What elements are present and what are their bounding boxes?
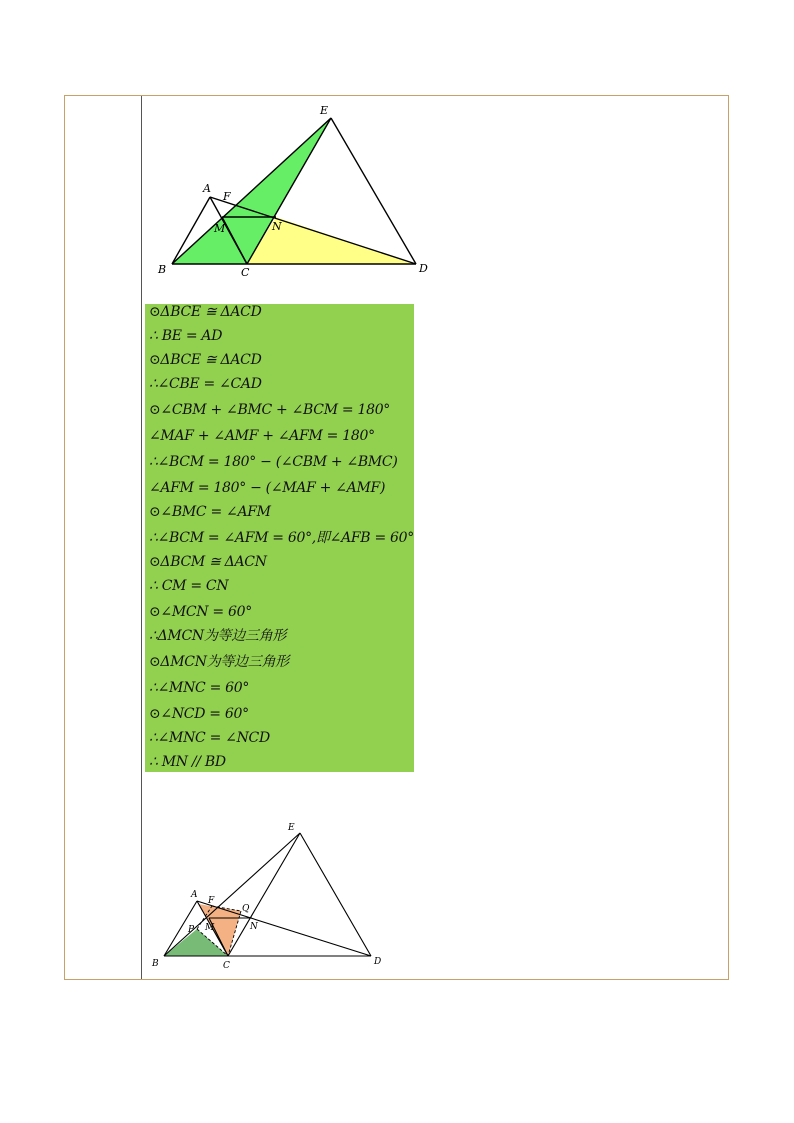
proof-line: ∴∠BCM = 180° − (∠CBM + ∠BMC)	[149, 454, 398, 470]
column-divider	[141, 96, 142, 979]
label-c: C	[241, 266, 250, 279]
proof-line: ∴∠CBE = ∠CAD	[149, 376, 262, 392]
geometry-figure-1	[150, 100, 440, 285]
label-n: N	[250, 922, 258, 932]
proof-line: ∠MAF + ∠AMF + ∠AFM = 180°	[149, 428, 375, 444]
proof-line: ⊙∠NCD = 60°	[149, 706, 249, 722]
label-c: C	[223, 961, 230, 971]
label-f: F	[223, 190, 231, 203]
label-q: Q	[242, 904, 250, 914]
proof-line: ∴∠MNC = 60°	[149, 680, 250, 696]
label-p: P	[188, 925, 195, 935]
label-f: F	[208, 896, 215, 906]
proof-line: ∴∠BCM = ∠AFM = 60°,即∠AFB = 60°	[149, 530, 414, 546]
proof-line: ⊙∠BMC = ∠AFM	[149, 504, 271, 520]
label-d: D	[374, 957, 382, 967]
label-b: B	[152, 959, 159, 969]
label-a: A	[191, 890, 198, 900]
proof-line: ∴ BE = AD	[149, 328, 223, 344]
proof-line: ∴ MN // BD	[149, 754, 226, 770]
label-a: A	[203, 182, 211, 195]
proof-line: ∠AFM = 180° − (∠MAF + ∠AMF)	[149, 480, 386, 496]
proof-line: ∴ΔMCN为等边三角形	[149, 628, 287, 644]
label-e: E	[320, 104, 329, 117]
label-m: M	[205, 923, 215, 933]
label-d: D	[419, 262, 428, 275]
label-e: E	[288, 823, 295, 833]
proof-line: ⊙ΔMCN为等边三角形	[149, 654, 289, 670]
proof-box	[145, 304, 414, 772]
geometry-figure-2	[145, 815, 395, 975]
proof-line: ∴ CM = CN	[149, 578, 229, 594]
proof-line: ∴∠MNC = ∠NCD	[149, 730, 270, 746]
proof-line: ⊙ΔBCE ≅ ΔACD	[149, 304, 262, 320]
label-n: N	[272, 220, 282, 233]
label-m: M	[214, 222, 226, 235]
proof-line: ⊙ΔBCM ≅ ΔACN	[149, 554, 267, 570]
proof-line: ⊙∠MCN = 60°	[149, 604, 252, 620]
proof-line: ⊙ΔBCE ≅ ΔACD	[149, 352, 262, 368]
label-b: B	[158, 263, 167, 276]
proof-line: ⊙∠CBM + ∠BMC + ∠BCM = 180°	[149, 402, 391, 418]
